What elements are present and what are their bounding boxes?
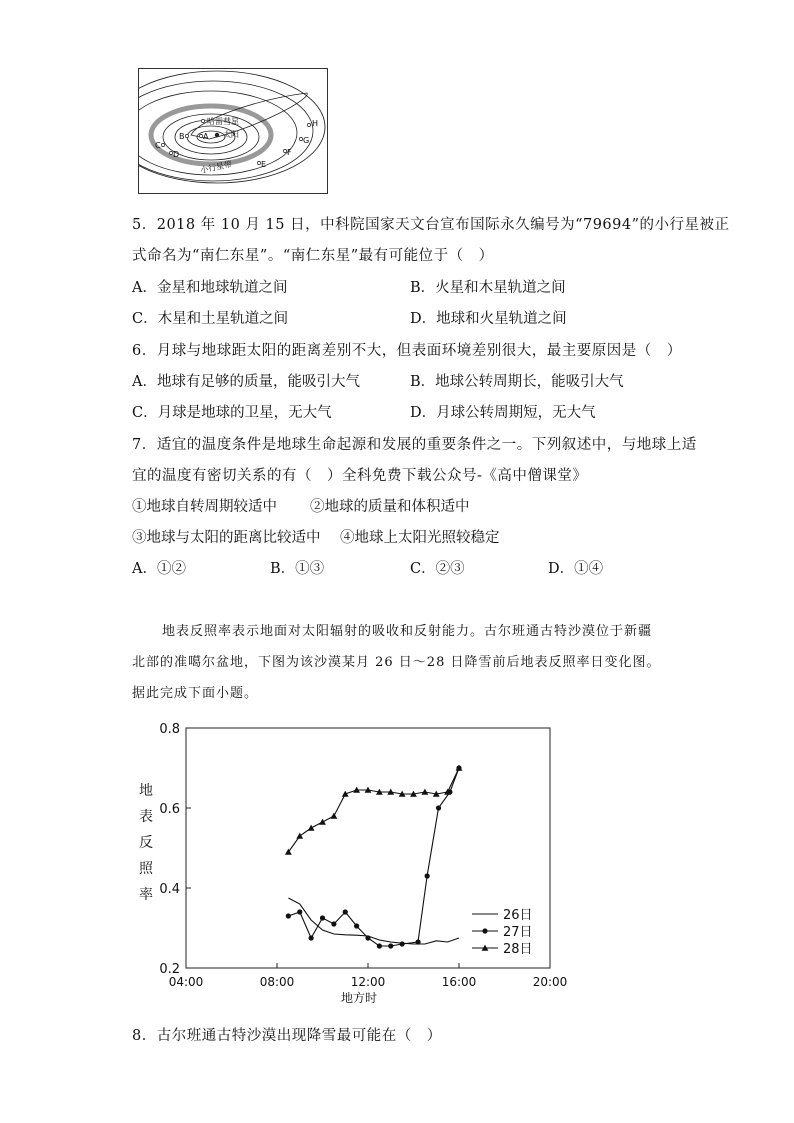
q7-stem-line1: 7．适宜的温度条件是地球生命起源和发展的重要条件之一。下列叙述中，与地球上适 — [132, 437, 697, 453]
series-2-point — [436, 805, 441, 810]
x-tick-label: 12:00 — [350, 975, 386, 989]
y-tick-label: 0.4 — [159, 882, 180, 897]
q8-stem: 8．古尔班通古特沙漠出现降雪最可能在（ ） — [132, 1028, 442, 1044]
x-tick-label: 08:00 — [259, 975, 295, 989]
label-g: G — [303, 136, 310, 145]
comet-label: 哈雷彗星 — [207, 117, 239, 126]
y-tick-label: 0.8 — [159, 722, 180, 737]
q6-option-b[interactable]: B．地球公转周期长，能吸引大气 — [410, 374, 624, 390]
label-c: C — [155, 141, 161, 150]
y-axis-label-char: 表 — [139, 809, 153, 825]
legend-label-1: 26日 — [503, 908, 533, 923]
label-b: B — [179, 132, 185, 141]
solar-system-figure — [138, 68, 328, 194]
series-2-point — [415, 939, 420, 944]
q7-item-3: ③地球与太阳的距离比较适中 — [132, 530, 321, 546]
x-axis-label: 地方时 — [340, 991, 378, 1005]
q7-item-2: ②地球的质量和体积适中 — [310, 499, 470, 515]
solar-system-diagram — [139, 69, 327, 193]
planet-dot-h — [307, 123, 310, 126]
q6-option-d[interactable]: D．月球公转周期短，无大气 — [410, 405, 596, 421]
legend-label-2: 27日 — [503, 925, 533, 940]
series-line-1 — [288, 898, 459, 944]
q7-item-1: ①地球自转周期较适中 — [132, 499, 277, 515]
label-a: A — [203, 132, 209, 141]
q5-option-d[interactable]: D．地球和火星轨道之间 — [410, 311, 567, 327]
y-tick-label: 0.2 — [159, 962, 180, 977]
series-3-point — [296, 833, 303, 839]
x-tick-label: 20:00 — [532, 975, 568, 989]
series-2-point — [297, 909, 302, 914]
q7-option-b[interactable]: B．①③ — [270, 561, 325, 577]
label-d: D — [173, 150, 180, 159]
plot-frame — [186, 728, 550, 968]
passage-line3: 据此完成下面小题。 — [132, 686, 259, 701]
comet-dot — [201, 119, 204, 122]
albedo-chart-svg — [130, 720, 570, 1010]
q7-item-4: ④地球上太阳光照较稳定 — [340, 530, 500, 546]
legend-marker-2 — [482, 928, 487, 933]
q7-option-c[interactable]: C．②③ — [410, 561, 465, 577]
y-tick-label: 0.6 — [159, 802, 180, 817]
series-2-point — [343, 909, 348, 914]
y-axis-label-char: 反 — [139, 835, 153, 851]
q7-option-d[interactable]: D．①④ — [548, 561, 604, 577]
q5-option-c[interactable]: C．木星和土星轨道之间 — [132, 311, 289, 327]
q5-option-b[interactable]: B．火星和木星轨道之间 — [410, 280, 566, 296]
label-f: F — [287, 148, 292, 157]
planet-dot-c — [161, 143, 164, 146]
y-axis-label-char: 照 — [139, 861, 153, 877]
series-2-point — [331, 921, 336, 926]
q5-stem-line1: 5．2018 年 10 月 15 日，中科院国家天文台宣布国际永久编号为“79694”的小行星被正 — [132, 217, 730, 233]
series-line-2 — [288, 768, 459, 946]
series-2-point — [425, 873, 430, 878]
y-axis-label-char: 地 — [139, 783, 153, 799]
q7-stem-line2: 宜的温度有密切关系的有（ ）全科免费下载公众号-《高中僧课堂》 — [132, 468, 588, 484]
series-2-point — [377, 943, 382, 948]
passage-line2: 北部的准噶尔盆地，下图为该沙漠某月 26 日～28 日降雪前后地表反照率日变化图。 — [132, 655, 661, 670]
series-2-point — [320, 915, 325, 920]
series-2-point — [286, 913, 291, 918]
series-3-point — [330, 813, 337, 819]
asteroid-belt — [151, 106, 271, 164]
planet-dot-b — [185, 134, 188, 137]
legend-label-3: 28日 — [503, 942, 533, 957]
series-2-point — [354, 923, 359, 928]
x-tick-label: 16:00 — [441, 975, 477, 989]
y-axis-label — [136, 778, 156, 908]
q6-option-c[interactable]: C．月球是地球的卫星，无大气 — [132, 405, 332, 421]
series-3-point — [319, 819, 326, 825]
series-2-point — [400, 941, 405, 946]
sun-marker — [215, 133, 219, 137]
x-tick-label: 04:00 — [168, 975, 204, 989]
sun-label: 太阳 — [223, 130, 239, 139]
y-axis-label-char: 率 — [139, 887, 153, 903]
series-2-point — [388, 943, 393, 948]
series-2-point — [365, 935, 370, 940]
q6-option-a[interactable]: A．地球有足够的质量，能吸引大气 — [132, 374, 360, 390]
q7-option-a[interactable]: A．①② — [132, 561, 186, 577]
series-3-point — [308, 825, 315, 831]
series-3-point — [421, 789, 428, 795]
q5-stem-line2: 式命名为“南仁东星”。“南仁东星”最有可能位于（ ） — [132, 248, 494, 264]
asteroid-belt-label: 小行星带 — [199, 159, 233, 175]
series-2-point — [309, 935, 314, 940]
label-e: E — [261, 160, 267, 169]
passage-line1: 地表反照率表示地面对太阳辐射的吸收和反射能力。古尔班通古特沙漠位于新疆 — [162, 624, 653, 639]
q6-stem: 6．月球与地球距太阳的距离差别不大，但表面环境差别很大，最主要原因是（ ） — [132, 343, 682, 359]
q5-option-a[interactable]: A．金星和地球轨道之间 — [132, 280, 288, 296]
albedo-chart — [130, 720, 570, 1010]
label-h: H — [312, 119, 319, 128]
